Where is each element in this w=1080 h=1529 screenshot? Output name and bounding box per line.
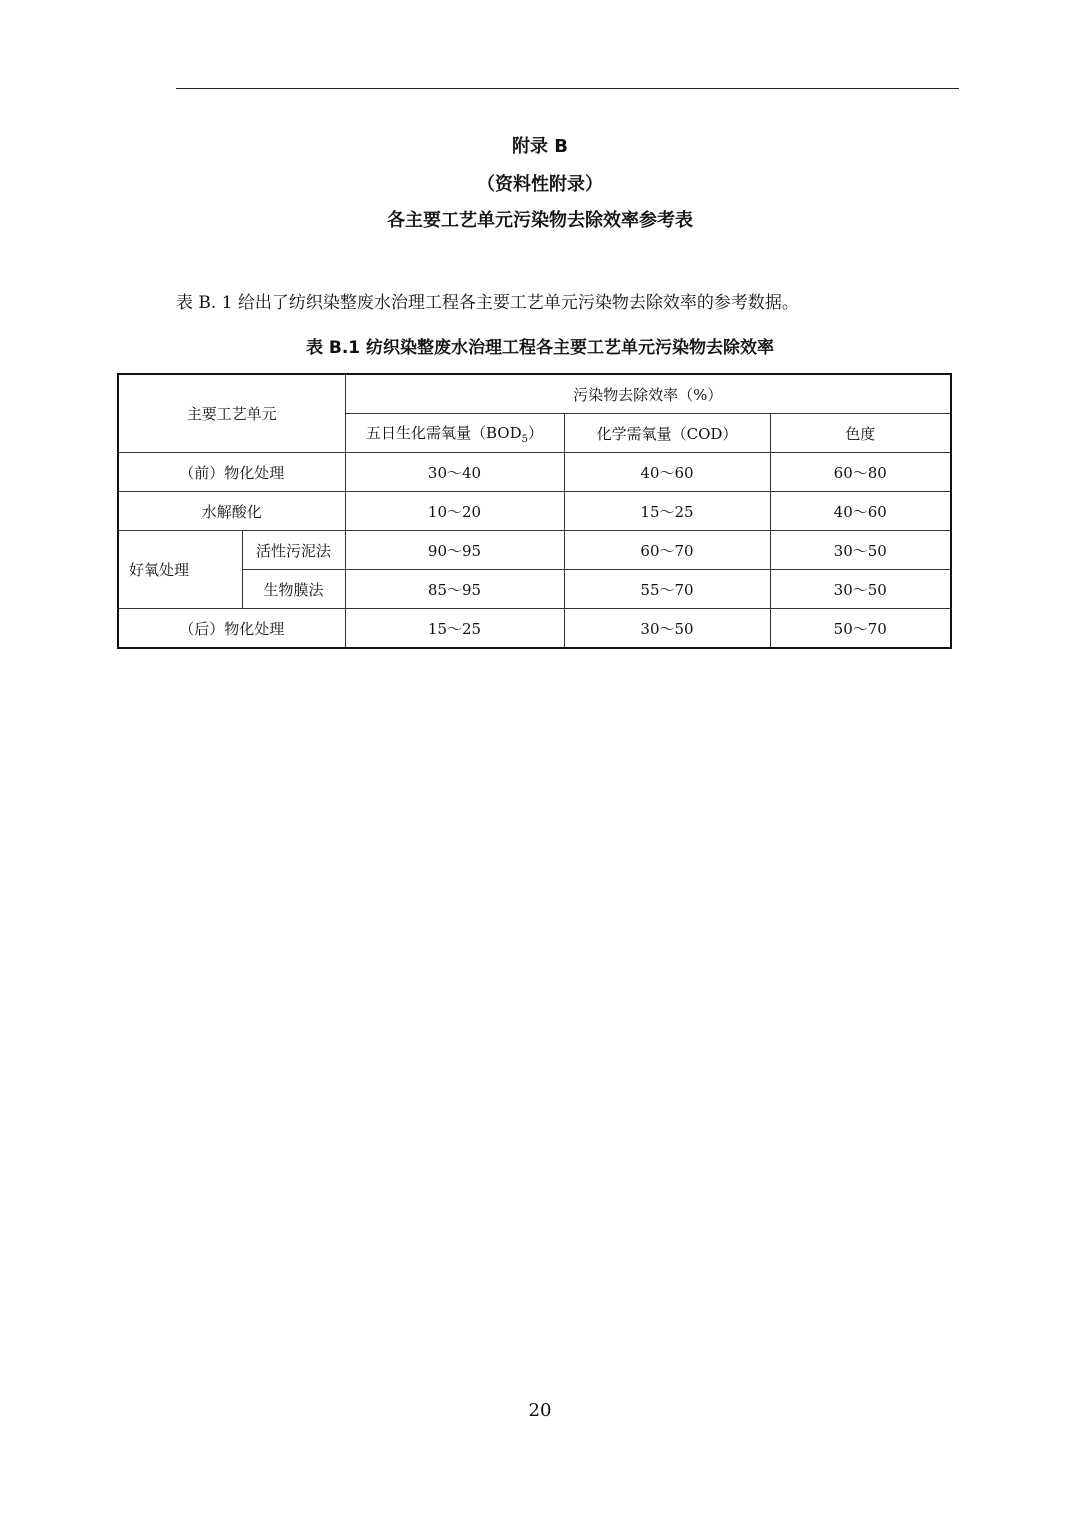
table-row (118, 570, 951, 609)
table-row (118, 453, 951, 492)
cell-cod: 40～60 (564, 453, 770, 492)
header-cod: 化学需氧量（COD） (564, 414, 770, 453)
cell-color: 40～60 (770, 492, 951, 531)
cell-color: 30～50 (770, 570, 951, 609)
cell-bod: 30～40 (345, 453, 564, 492)
cell-bod: 10～20 (345, 492, 564, 531)
header-efficiency-group: 污染物去除效率（%） (345, 374, 951, 414)
header-bod-suffix: ） (528, 423, 544, 442)
removal-efficiency-table (117, 373, 952, 649)
row-group-aerobic: 好氧处理 (118, 531, 242, 609)
cell-color: 30～50 (770, 531, 951, 570)
table-row (118, 492, 951, 531)
appendix-type: （资料性附录） (477, 174, 603, 195)
header-bod-subscript: 5 (521, 433, 529, 445)
cell-bod: 90～95 (345, 531, 564, 570)
intro-paragraph: 表 B. 1 给出了纺织染整废水治理工程各主要工艺单元污染物去除效率的参考数据。 (176, 293, 799, 313)
row-name-hydrolysis: 水解酸化 (118, 492, 345, 531)
cell-color: 60～80 (770, 453, 951, 492)
row-name-activated-sludge: 活性污泥法 (242, 531, 345, 570)
cell-cod: 30～50 (564, 609, 770, 649)
table-row (118, 609, 951, 649)
header-bod-prefix: 五日生化需氧量（BOD (366, 423, 522, 442)
header-color: 色度 (770, 414, 951, 453)
appendix-heading: 各主要工艺单元污染物去除效率参考表 (387, 210, 693, 231)
row-name-biofilm: 生物膜法 (242, 570, 345, 609)
cell-cod: 60～70 (564, 531, 770, 570)
cell-bod: 85～95 (345, 570, 564, 609)
row-name-pre: （前）物化处理 (118, 453, 345, 492)
cell-cod: 15～25 (564, 492, 770, 531)
cell-cod: 55～70 (564, 570, 770, 609)
cell-color: 50～70 (770, 609, 951, 649)
cell-bod: 15～25 (345, 609, 564, 649)
appendix-label: 附录 B (512, 136, 568, 157)
page-number: 20 (528, 1400, 552, 1421)
header-unit: 主要工艺单元 (118, 374, 345, 453)
table-caption: 表 B.1 纺织染整废水治理工程各主要工艺单元污染物去除效率 (305, 338, 775, 358)
table-row (118, 531, 951, 570)
table-header-row-1 (118, 374, 951, 414)
header-rule (176, 88, 959, 89)
row-name-post: （后）物化处理 (118, 609, 345, 649)
header-bod (345, 414, 564, 453)
